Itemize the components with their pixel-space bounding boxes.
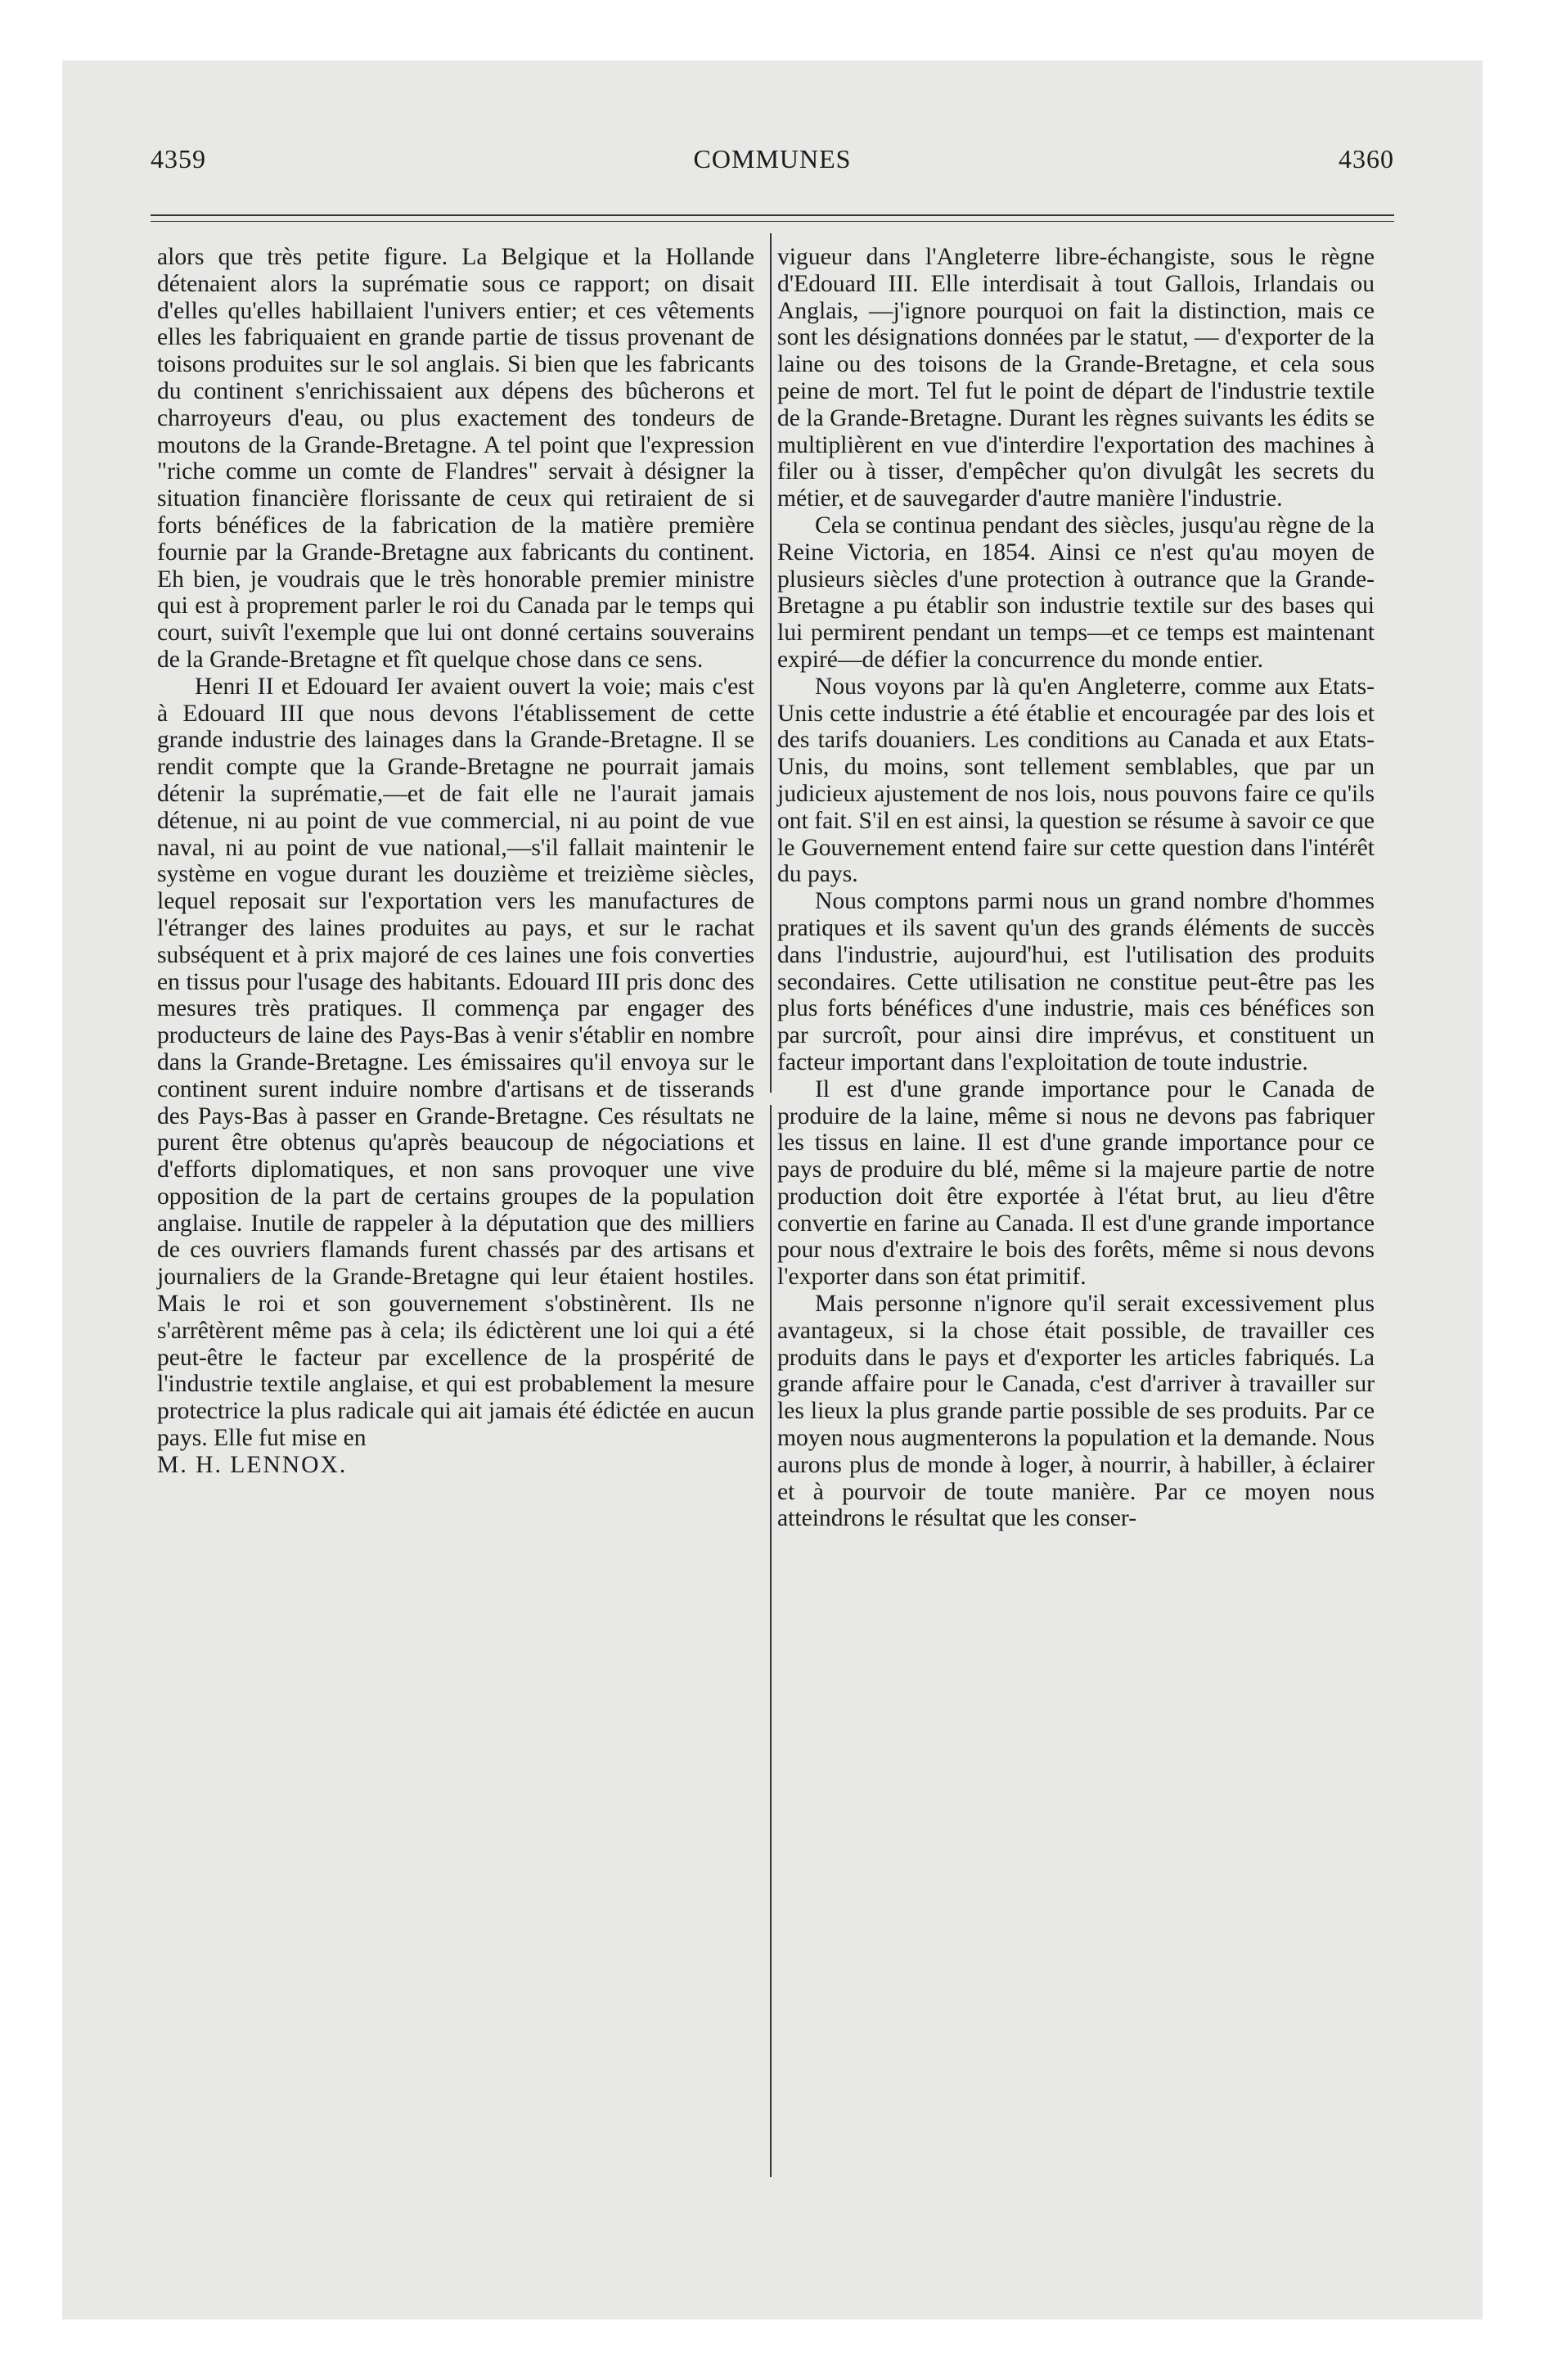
running-header bbox=[151, 144, 1394, 185]
left-paragraph-1: alors que très petite figure. La Belgique et la Hollande détenaient alors la suprématie sous ce rapport; on disait d'elles qu'elles habillaient l'univers entier; et ces vêtements elles les fabriquaient en grande partie de tissus provenant de toisons produites sur le sol anglais. Si bien que les fabricants du continent s'enrichissaient aux dépens des bûcherons et charroyeurs d'eau, ou plus exactement des tondeurs de moutons de la Grande-Bretagne. A tel point que l'expression "riche comme un comte de Flandres" servait à désigner la situation financière florissante de ceux qui retiraient de si forts bénéfices de la fabrication de la matière première fournie par la Grande-Bretagne aux fabricants du continent. Eh bien, je voudrais que le très honorable premier ministre qui est à proprement parler le roi du Canada par le temps qui court, suivît l'exemple que lui ont donné certains souverains de la Grande-Bretagne et fît quelque chose dans ce sens. bbox=[157, 244, 754, 673]
column-divider-bottom bbox=[770, 1105, 772, 2177]
signature: M. H. LENNOX. bbox=[157, 1451, 348, 1478]
header-rule bbox=[151, 214, 1394, 216]
page-title: COMMUNES bbox=[693, 144, 852, 174]
right-paragraph-4: Nous comptons parmi nous un grand nombre d'hommes pratiques et ils savent qu'un des grands éléments de succès dans l'industrie, aujourd'hui, est l'utilisation des produits secondaires. Cette utilisation ne constitue peut-être pas les plus forts bénéfices d'une industrie, mais ces bénéfices son par surcroît, pour ainsi dire imprévus, et constituent un facteur important dans l'exploitation de toute industrie. bbox=[777, 888, 1375, 1075]
right-paragraph-2: Cela se continua pendant des siècles, jusqu'au règne de la Reine Victoria, en 1854. Ainsi ce n'est qu'au moyen de plusieurs siècles d'une protection à outrance que la Grande-Bretagne a pu établir son industrie textile sur des bases qui lui permirent pendant un temps—et ce temps est maintenant expiré—de défier la concurrence du monde entier. bbox=[777, 512, 1375, 673]
right-paragraph-3: Nous voyons par là qu'en Angleterre, comme aux Etats-Unis cette industrie a été établie et encouragée par des lois et des tarifs douaniers. Les conditions au Canada et aux Etats-Unis, du moins, sont tellement semblables, que par un judicieux ajustement de nos lois, nous pouvons faire ce qu'ils ont fait. S'il en est ainsi, la question se résume à savoir ce que le Gouvernement entend faire sur cette question dans l'intérêt du pays. bbox=[777, 673, 1375, 888]
column-divider-top bbox=[770, 233, 772, 1093]
left-paragraph-2: Henri II et Edouard Ier avaient ouvert la voie; mais c'est à Edouard III que nous devons l'établissement de cette grande industrie des lainages dans la Grande-Bretagne. Il se rendit compte que la Grande-Bretagne ne pourrait jamais détenir la suprématie,—et de fait elle ne l'aurait jamais détenue, ni au point de vue commercial, ni au point de vue naval, ni au point de vue national,—s'il fallait maintenir le système en vogue durant les douzième et treizième siècles, lequel reposait sur l'exportation vers les manufactures de l'étranger des laines produites au pays, et sur le rachat subséquent et à prix majoré de ces laines une fois converties en tissus pour l'usage des habitants. Edouard III pris donc des mesures très pratiques. Il commença par engager des producteurs de laine des Pays-Bas à venir s'établir en nombre dans la Grande-Bretagne. Les émissaires qu'il envoya sur le continent surent induire nombre d'artisans et de tisserands des Pays-Bas à passer en Grande-Bretagne. Ces résultats ne purent être obtenus qu'après beaucoup de négociations et d'efforts diplomatiques, et non sans provoquer une vive opposition de la part de certains groupes de la population anglaise. Inutile de rappeler à la députation que des milliers de ces ouvriers flamands furent chassés par des artisans et journaliers de la Grande-Bretagne qui leur étaient hostiles. Mais le roi et son gouvernement s'obstinèrent. Ils ne s'arrêtèrent même pas à cela; ils édictèrent une loi qui a été peut-être le facteur par excellence de la prospérité de l'industrie textile anglaise, et qui est probablement la mesure protectrice la plus radicale qui ait jamais été édictée en aucun pays. Elle fut mise en bbox=[157, 673, 754, 1452]
page-number-left: 4359 bbox=[151, 144, 206, 174]
right-paragraph-6: Mais personne n'ignore qu'il serait excessivement plus avantageux, si la chose était possible, de travailler ces produits dans le pays et d'exporter les articles fabriqués. La grande affaire pour le Canada, c'est d'arriver à travailler sur les lieux la plus grande partie possible de ses produits. Par ce moyen nous augmenterons la population et la demande. Nous aurons plus de monde à loger, à nourrir, à habiller, à éclairer et à pourvoir de toute manière. Par ce moyen nous atteindrons le résultat que les conser- bbox=[777, 1291, 1375, 1532]
right-paragraph-1: vigueur dans l'Angleterre libre-échangiste, sous le règne d'Edouard III. Elle interdisait à tout Gallois, Irlandais ou Anglais, —j'ignore pourquoi on fait la distinction, mais ce sont les désignations données par le statut, — d'exporter de la laine ou des toisons de la Grande-Bretagne, et cela sous peine de mort. Tel fut le point de départ de l'industrie textile de la Grande-Bretagne. Durant les règnes suivants les édits se multiplièrent en vue d'interdire l'exportation des machines à filer ou à tisser, d'empêcher qu'on divulgât les secrets du métier, et de sauvegarder d'autre manière l'industrie. bbox=[777, 244, 1375, 512]
right-paragraph-5: Il est d'une grande importance pour le Canada de produire de la laine, même si nous ne devons pas fabriquer les tissus en laine. Il est d'une grande importance pour ce pays de produire du blé, même si la majeure partie de notre production doit être exportée à l'état brut, au lieu d'être convertie en farine au Canada. Il est d'une grande importance pour nous d'extraire le bois des forêts, même si nous devons l'exporter dans son état primitif. bbox=[777, 1075, 1375, 1291]
page-number-right: 4360 bbox=[1339, 144, 1394, 174]
right-column bbox=[777, 244, 1375, 1532]
header-rule-thin bbox=[151, 221, 1394, 222]
left-column bbox=[157, 244, 754, 1479]
